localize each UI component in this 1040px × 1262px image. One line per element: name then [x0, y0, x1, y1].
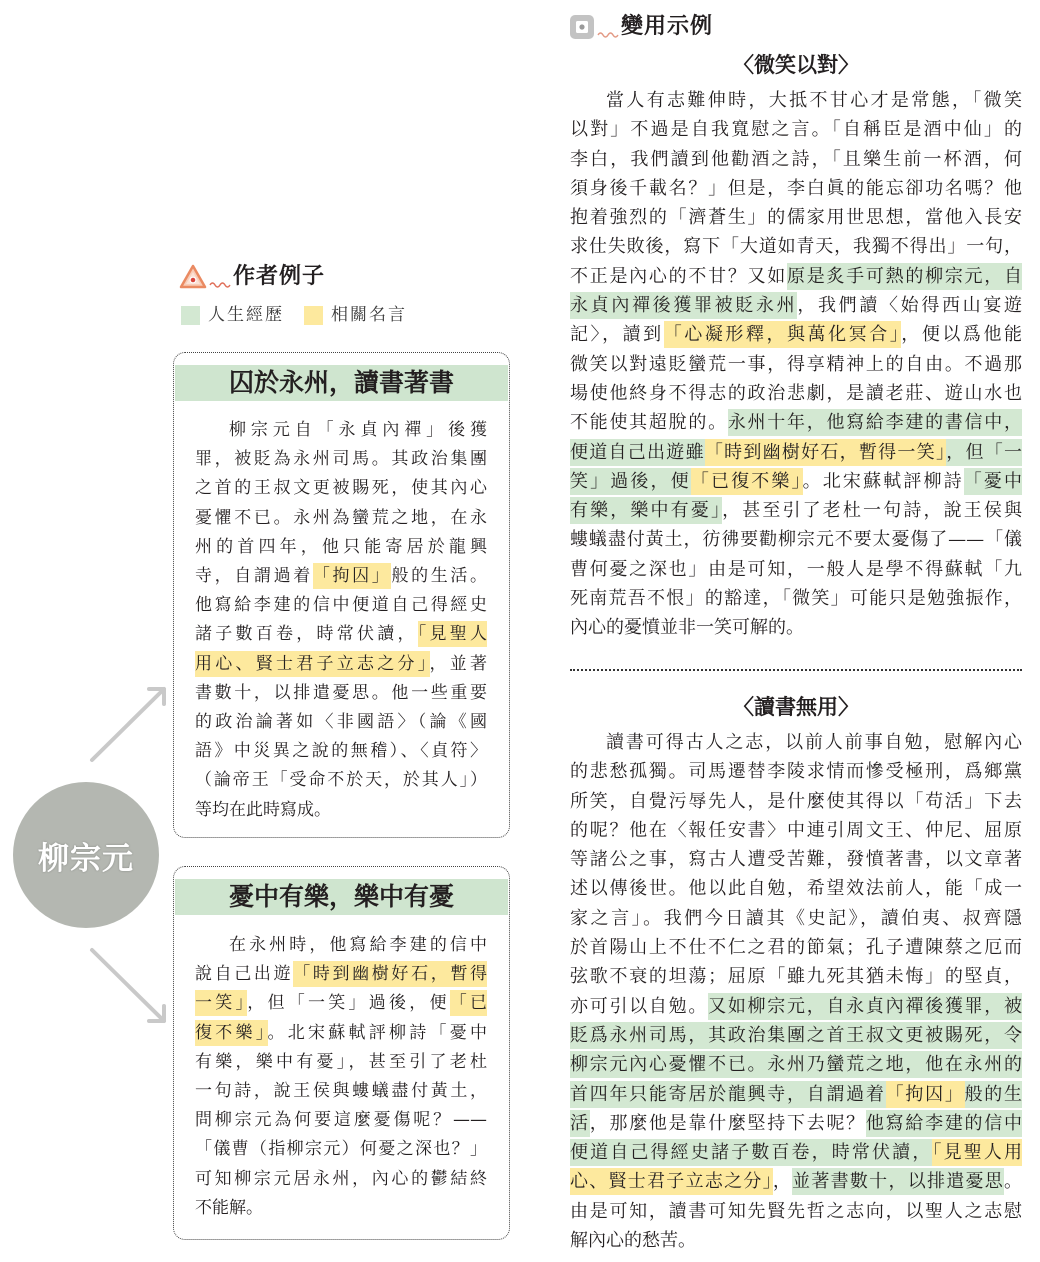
- life-experience-highlight: 般的生: [965, 1081, 1022, 1108]
- text-line: [570, 262, 1022, 291]
- text-run: 。北宋蘇軾評柳詩「憂中: [267, 1022, 487, 1043]
- text-run: 語》中災異之說的無稽）、〈貞符〉: [195, 741, 487, 762]
- text-run: 憂懼不已。永州為蠻荒之地，在永: [195, 507, 487, 528]
- text-run: 問柳宗元為何要這麼憂傷呢？——: [195, 1110, 487, 1131]
- text-line: [570, 291, 1022, 320]
- text-line: [570, 555, 1022, 584]
- life-experience-highlight: 柳宗元內心憂懼不已。永州乃蠻荒之地，他在永州的: [570, 1051, 1022, 1078]
- text-run: 抱着強烈的「濟蒼生」的儒家用世思想，當他入長安: [570, 207, 1022, 229]
- text-line: [570, 1138, 1022, 1167]
- highlight-legend: [181, 305, 407, 325]
- text-run: 般的生活。: [391, 566, 487, 587]
- author-name: 柳宗元: [38, 840, 134, 877]
- text-line: [570, 115, 1022, 144]
- quote-highlight: 「拘囚」: [313, 563, 392, 589]
- arrow-down-right-icon: [92, 950, 164, 1021]
- text-line: [195, 708, 487, 737]
- text-line: [570, 467, 1022, 496]
- section-divider: [570, 669, 1022, 671]
- text-line: [195, 1165, 487, 1194]
- text-line: [570, 874, 1022, 903]
- text-run: 州的首四年，他只能寄居於龍興: [195, 536, 487, 557]
- author-examples-header: [179, 262, 325, 292]
- text-line: [570, 320, 1022, 349]
- card-paragraph: [195, 931, 487, 1223]
- text-run: 亦可引以自勉。: [570, 995, 709, 1017]
- text-line: [195, 1194, 487, 1223]
- examples-header-title: 變用示例: [621, 14, 714, 39]
- text-line: [570, 613, 1022, 642]
- text-line: [195, 1019, 487, 1048]
- text-line: [570, 1109, 1022, 1138]
- examples-header: [569, 12, 713, 42]
- quote-highlight: 復不樂」: [195, 1020, 268, 1046]
- text-line: [195, 504, 487, 533]
- text-line: [195, 445, 487, 474]
- square-dot-icon: [569, 14, 595, 40]
- life-experience-highlight: 有樂，樂中有憂」: [570, 497, 722, 524]
- life-experience-highlight: 永貞內禪後獲罪被貶永州: [570, 292, 797, 319]
- text-line: [570, 816, 1022, 845]
- quote-highlight: 「見聖人: [418, 621, 487, 647]
- life-experience-highlight: 便道自己得經史諸子數百卷，時常伏讀，: [570, 1139, 932, 1166]
- text-line: [570, 408, 1022, 437]
- text-line: [195, 1077, 487, 1106]
- text-line: [195, 796, 487, 825]
- text-run: 之首的王叔文更被賜死，使其內心: [195, 478, 487, 499]
- quote-highlight: 「見聖人用: [932, 1139, 1022, 1166]
- text-line: [195, 620, 487, 649]
- text-line: [570, 232, 1022, 261]
- text-run: ，那麼他是靠什麼堅持下去呢？: [589, 1112, 866, 1134]
- legend-swatch-yellow: [304, 306, 323, 325]
- legend-swatch-green: [181, 306, 200, 325]
- text-run: 以對」不過是自我寬慰之言。「自稱臣是酒中仙」的: [570, 119, 1022, 141]
- text-line: [570, 904, 1022, 933]
- life-experience-highlight: 活: [570, 1110, 590, 1137]
- text-run: ，甚至引了老杜一句詩，說王侯與: [722, 500, 1022, 522]
- text-line: [570, 1197, 1022, 1226]
- text-run: ，但「一笑」過後，便: [247, 993, 450, 1014]
- text-line: [570, 787, 1022, 816]
- text-run: 當人有志難伸時，大抵不甘心才是常態，「微笑: [606, 90, 1022, 111]
- text-run: ，: [772, 1171, 793, 1193]
- triangle-icon: [179, 263, 207, 291]
- text-line: [570, 933, 1022, 962]
- text-run: 寺，自謂過着: [195, 566, 313, 587]
- text-run: 曹何憂之深也」由是可知，一般人是學不得蘇軾「九: [570, 558, 1022, 580]
- text-line: [570, 1167, 1022, 1196]
- text-line: [570, 992, 1022, 1021]
- text-line: [570, 438, 1022, 467]
- text-run: 場使他終身不得志的政治悲劇，是讀老莊、遊山水也: [570, 382, 1022, 404]
- text-run: 所笑，自覺污辱先人，是什麼使其得以「苟活」下去: [570, 790, 1022, 812]
- legend-item-quotes: [304, 305, 407, 325]
- quote-highlight: 「拘囚」: [886, 1081, 965, 1108]
- quote-highlight: 一笑」: [195, 990, 247, 1016]
- text-run: 「儀曹（指柳宗元）何憂之深也？」: [195, 1139, 487, 1160]
- text-line: [195, 474, 487, 503]
- text-run: 柳宗元自「永貞內禪」後獲: [229, 420, 487, 440]
- life-experience-highlight: 便道自己出遊雖: [570, 439, 705, 466]
- text-run: 的呢？他在〈報任安書〉中連引周文王、仲尼、屈原: [570, 819, 1022, 841]
- text-run: 一句詩，說王侯與螻蟻盡付黃土，: [195, 1081, 487, 1102]
- text-run: 不正是內心的不甘？又如: [570, 265, 787, 287]
- text-line: [570, 203, 1022, 232]
- text-line: [570, 962, 1022, 991]
- wave-icon: [209, 280, 231, 288]
- text-run: 內心的憂憤並非一笑可解的。: [570, 617, 804, 639]
- text-line: [570, 496, 1022, 525]
- text-run: ，並著: [429, 653, 487, 674]
- life-experience-highlight: 笑」過後，便: [570, 468, 691, 495]
- text-line: [570, 1021, 1022, 1050]
- text-line: [195, 416, 487, 445]
- text-line: [195, 931, 487, 960]
- text-run: 。北宋蘇軾評柳詩: [802, 470, 964, 492]
- text-line: [570, 86, 1022, 115]
- author-circle: [13, 782, 159, 928]
- text-line: [570, 1080, 1022, 1109]
- text-run: 書數十，以排遣憂思。他一些重要: [195, 682, 487, 703]
- card-title: 囚於永州，讀書著書: [175, 365, 508, 401]
- life-experience-highlight: 首四年只能寄居於龍興寺，自謂過着: [570, 1081, 886, 1108]
- section-paragraph: [570, 86, 1022, 643]
- text-line: [570, 728, 1022, 757]
- text-run: 弦歌不衰的坦蕩；屈原「雖九死其猶未悔」的堅貞，: [570, 966, 1022, 988]
- text-line: [570, 350, 1022, 379]
- text-run: ，便以爲他能: [901, 324, 1022, 346]
- text-line: [195, 533, 487, 562]
- text-line: [195, 989, 487, 1018]
- text-run: 由是可知，讀書可知先賢先哲之志向，以聖人之志慰: [570, 1200, 1022, 1222]
- text-run: 他寫給李建的信中便道自己得經史: [195, 595, 487, 616]
- text-run: 不能解。: [195, 1197, 263, 1218]
- text-line: [570, 845, 1022, 874]
- card-paragraph: [195, 416, 487, 825]
- text-run: 有樂，樂中有憂」，甚至引了老杜: [195, 1051, 487, 1072]
- quote-highlight: 「時到幽樹好石，暫得一笑」: [705, 439, 946, 466]
- text-run: 微笑以對遠貶蠻荒一事，得享精神上的自由。不過那: [570, 353, 1022, 375]
- text-run: 在永州時，他寫給李建的信中: [229, 935, 487, 955]
- life-experience-highlight: 永州十年，他寫給李建的書信中，: [728, 409, 1022, 436]
- text-line: [195, 737, 487, 766]
- life-experience-highlight: 他寫給李建的信中: [866, 1110, 1022, 1137]
- text-line: [570, 1226, 1022, 1255]
- section-paragraph: [570, 728, 1022, 1255]
- legend-label: 相關名言: [331, 305, 407, 325]
- text-line: [570, 145, 1022, 174]
- text-run: ，我們讀〈始得西山宴遊: [797, 295, 1022, 317]
- text-line: [195, 1048, 487, 1077]
- text-line: [195, 1106, 487, 1135]
- section-title: 〈讀書無用〉: [733, 694, 859, 719]
- text-run: 等均在此時寫成。: [195, 799, 331, 820]
- text-run: 於首陽山上不仕不仁之君的節氣；孔子遭陳蔡之厄而: [570, 937, 1022, 959]
- text-run: 不能使其超脫的。: [570, 412, 728, 434]
- quote-highlight: 「時到幽樹好石，暫得: [293, 961, 487, 987]
- text-run: 的政治論著如〈非國語〉（論《國: [195, 712, 487, 733]
- text-run: （論帝王「受命不於天，於其人」）: [195, 770, 487, 791]
- text-line: [570, 1050, 1022, 1079]
- text-run: 諸子數百卷，時常伏讀，: [195, 624, 418, 645]
- life-experience-highlight: 原是炙手可熱的柳宗元，自: [787, 263, 1022, 290]
- text-line: [195, 679, 487, 708]
- text-line: [570, 174, 1022, 203]
- text-run: 解內心的愁苦。: [570, 1230, 696, 1252]
- text-run: 罪，被貶為永州司馬。其政治集團: [195, 449, 487, 470]
- text-line: [195, 960, 487, 989]
- text-line: [570, 379, 1022, 408]
- legend-item-life-experience: [181, 305, 284, 325]
- legend-label: 人生經歷: [208, 305, 284, 325]
- section-title: 〈微笑以對〉: [733, 52, 859, 77]
- text-run: 死南荒吾不恨」的豁達，「微笑」可能只是勉強振作，: [570, 588, 1022, 610]
- text-line: [570, 525, 1022, 554]
- life-experience-highlight: 「憂中: [964, 468, 1022, 495]
- quote-highlight: 「心凝形釋，與萬化冥合」: [664, 321, 902, 348]
- quote-highlight: 用心、賢士君子立志之分」: [195, 651, 430, 677]
- card-title: 憂中有樂，樂中有憂: [175, 879, 508, 915]
- quote-highlight: 心、賢士君子立志之分」: [570, 1168, 773, 1195]
- text-run: 可知柳宗元居永州，內心的鬱結終: [195, 1168, 487, 1189]
- life-experience-highlight: 並著書數十，以排遣憂思: [792, 1168, 1004, 1195]
- text-line: [195, 562, 487, 591]
- text-line: [195, 650, 487, 679]
- text-run: 的悲愁孤獨。司馬遷替李陵求情而慘受極刑，爲鄉黨: [570, 761, 1022, 783]
- text-run: 螻蟻盡付黃土，彷彿要勸柳宗元不要太憂傷了——「儀: [570, 529, 1022, 551]
- arrow-up-right-icon: [92, 689, 164, 760]
- text-run: 家之言」。我們今日讀其《史記》，讀伯夷、叔齊隱: [570, 907, 1022, 929]
- quote-highlight: 「已: [450, 990, 487, 1016]
- quote-highlight: 「已復不樂」: [691, 468, 803, 495]
- text-run: 李白，我們讀到他勸酒之詩，「且樂生前一杯酒，何: [570, 148, 1022, 170]
- life-experience-highlight: 又如柳宗元，自永貞內禪後獲罪，被: [708, 993, 1022, 1020]
- life-experience-highlight: ，但「一: [946, 439, 1022, 466]
- card-exile-reading: [173, 352, 510, 838]
- wave-icon: [597, 30, 619, 38]
- text-line: [195, 766, 487, 795]
- text-line: [570, 584, 1022, 613]
- text-run: 須身後千載名？」但是，李白眞的能忘卻功名嗎？他: [570, 177, 1022, 199]
- text-run: 求仕失敗後，寫下「大道如青天，我獨不得出」一句，: [570, 236, 1022, 258]
- text-run: 述以傳後世。他以此自勉，希望效法前人，能「成一: [570, 878, 1022, 900]
- text-run: 記〉，讀到: [570, 324, 664, 346]
- text-run: 說自己出遊: [195, 964, 294, 985]
- text-run: 等諸公之事，寫古人遭受苦難，發憤著書，以文章著: [570, 849, 1022, 871]
- card-joy-in-sorrow: [173, 866, 510, 1240]
- author-examples-header-title: 作者例子: [233, 264, 326, 289]
- life-experience-highlight: 貶爲永州司馬，其政治集團之首王叔文更被賜死，令: [570, 1022, 1022, 1049]
- text-line: [195, 1135, 487, 1164]
- text-line: [195, 591, 487, 620]
- text-run: 讀書可得古人之志，以前人前事自勉，慰解內心: [606, 732, 1022, 753]
- text-run: 。: [1004, 1171, 1022, 1193]
- text-line: [570, 757, 1022, 786]
